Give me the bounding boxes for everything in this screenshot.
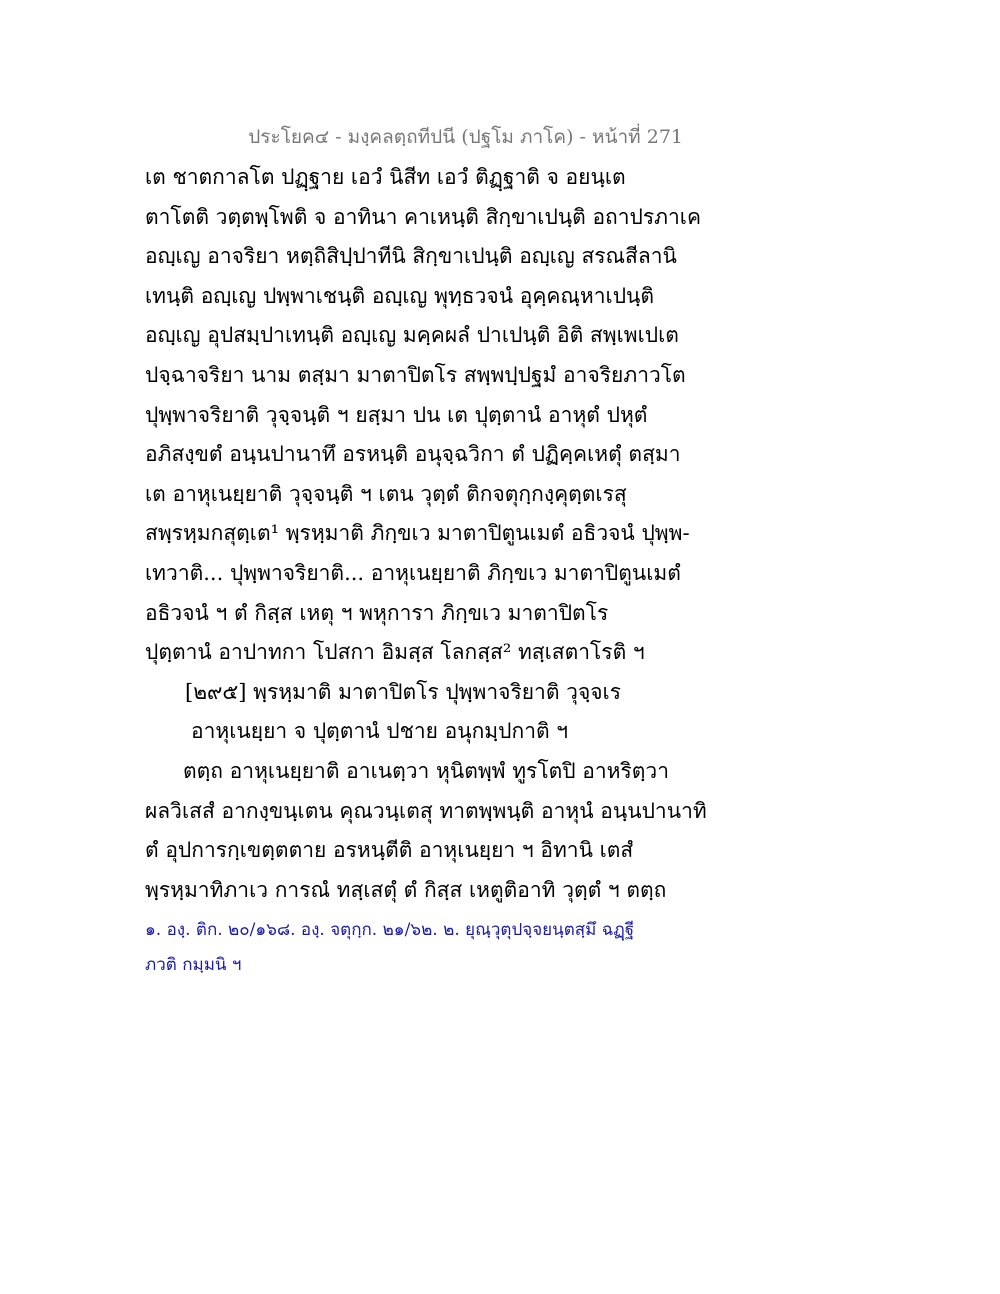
text-line: อธิวจนํ ฯ ตํ กิสฺส เหตุ ฯ พหุการา ภิกฺขเว มาตาปิตโร — [145, 600, 609, 625]
commentary-line: ผลวิเสสํ อากงฺขนฺเตน คุณวนฺเตสุ ทาตพฺพนฺติ อาหุนํ อนฺนปานาทิ — [145, 798, 707, 823]
footnotes — [145, 913, 705, 983]
text-line: เต ชาตกาลโต ปฏฺฐาย เอวํ นิสีท เอวํ ติฏฺฐาติ จ อยนฺเต — [145, 165, 626, 189]
text-line: อภิสงฺขตํ อนฺนปานาทึ อรหนฺติ อนุจฺฉวิกา ตํ ปฏิคฺคเหตุํ ตสฺมา — [145, 442, 681, 467]
footnote-line: ภวติ กมฺมนิ ฯ — [145, 955, 242, 975]
text-line: เทวาติ... ปุพฺพาจริยาติ... อาหุเนยฺยาติ ภิกฺขเว มาตาปิตูนเมตํ — [145, 560, 681, 585]
main-text — [145, 158, 705, 910]
text-line: เต อาหุเนยฺยาติ วุจฺจนฺติ ฯ เตน วุตฺตํ ติกจตุกฺกงฺคุตฺตเรสุ — [145, 481, 627, 506]
text-line: อญฺเญ อาจริยา หตฺถิสิปฺปาทีนิ สิกฺขาเปนฺติ อญฺเญ สรณสีลานิ — [145, 244, 677, 269]
text-line: เทนฺติ อญฺเญ ปพฺพาเชนฺติ อญฺเญ พุทฺธวจนํ อุคฺคณฺหาเปนฺติ — [145, 283, 655, 308]
text-line: ปุพฺพาจริยาติ วุจฺจนฺติ ฯ ยสฺมา ปน เต ปุตฺตานํ อาหุตํ ปหุตํ — [145, 402, 648, 427]
verse-line: อาหุเนยฺยา จ ปุตฺตานํ ปชาย อนุกมฺปกาติ ฯ — [191, 719, 569, 744]
verse-line: [๒๙๕] พฺรหฺมาติ มาตาปิตโร ปุพฺพาจริยาติ วุจฺจเร — [185, 679, 622, 704]
footnote-line: ๑. องฺ. ติก. ๒๐/๑๖๘. องฺ. จตุกฺก. ๒๑/๖๒. ๒. ยุณฺวุตุปจฺจยนฺตสฺมึ ฉฏฺฐี — [145, 920, 635, 940]
text-line: สพฺรหฺมกสุตฺเต¹ พฺรหฺมาติ ภิกฺขเว มาตาปิตูนเมตํ อธิวจนํ ปุพฺพ- — [145, 521, 690, 546]
commentary-line: ตตฺถ อาหุเนยฺยาติ อาเนตฺวา หุนิตพฺพํ ทูรโตปิ อาหริตฺวา — [183, 758, 669, 783]
commentary-line: ตํ อุปการกฺเขตฺตตาย อรหนฺตีติ อาหุเนยฺยา ฯ อิทานิ เตสํ — [145, 838, 634, 863]
text-line: ปจฺฉาจริยา นาม ตสฺมา มาตาปิตโร สพฺพปฺปฐมํ อาจริยภาวโต — [145, 362, 686, 387]
text-line: อญฺเญ อุปสมฺปาเทนฺติ อญฺเญ มคฺคผลํ ปาเปนฺติ อิติ สพฺเพเปเต — [145, 323, 679, 348]
running-header: ประโยค๔ - มงฺคลตฺถทีปนี (ปฐโม ภาโค) - หน้าที่ 271 — [248, 126, 683, 148]
text-line: ตาโตติ วตฺตพฺโพติ จ อาทินา คาเหนฺติ สิกฺขาเปนฺติ อถาปรภาเค — [145, 204, 702, 229]
text-line: ปุตฺตานํ อาปาทกา โปสกา อิมสฺส โลกสฺส² ทสฺเสตาโรติ ฯ — [145, 640, 645, 665]
commentary-line: พฺรหฺมาทิภาเว การณํ ทสฺเสตุํ ตํ กิสฺส เหตูติอาทิ วุตฺตํ ฯ ตตฺถ — [145, 877, 667, 902]
